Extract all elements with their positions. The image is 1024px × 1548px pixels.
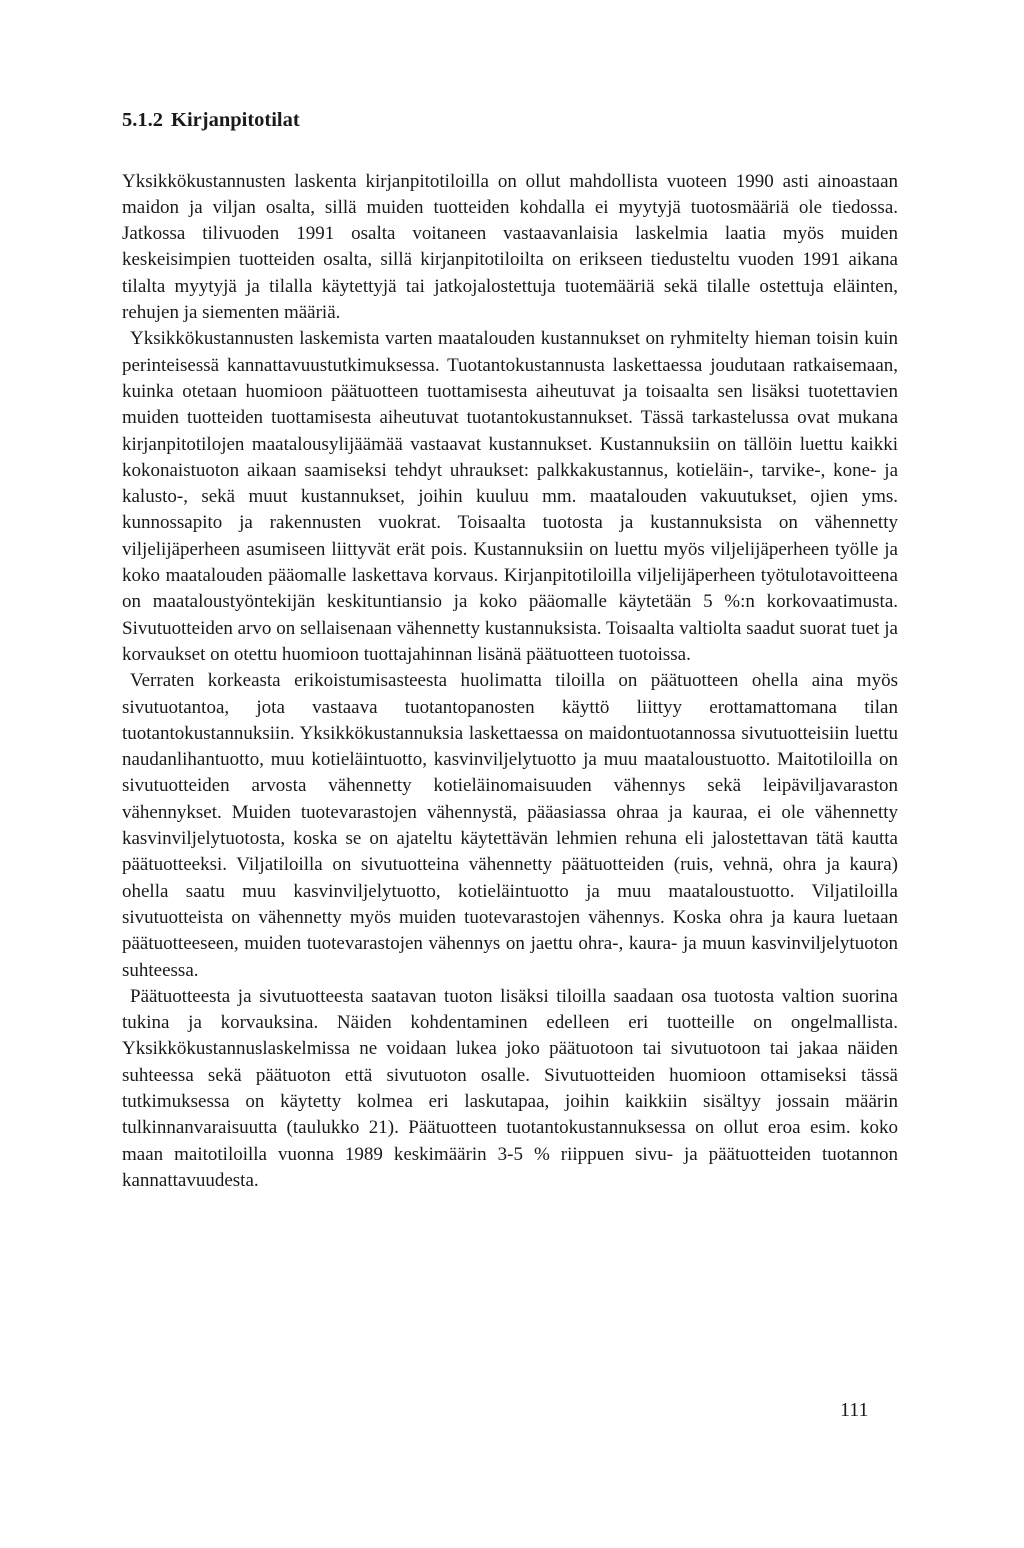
paragraph: Verraten korkeasta erikoistumisasteesta huolimatta tiloilla on päätuotteen ohella aina myös sivutuotantoa, jota vastaava tuotantopanosten käyttö liittyy erottamattomana tilan tuotantokustannuksiin. Yksikkökustannuksia laskettaessa on maidontuotannossa sivutuotteisiin luettu naudanlihantuotto, muu kotieläintuotto, kasvinviljelytuotto ja muu maataloustuotto. Maitotiloilla on sivutuotteiden arvosta vähennetty kotieläinomaisuuden vähennys sekä leipäviljavaraston vähennykset. Muiden tuotevarastojen vähennystä, pääasiassa ohraa ja kauraa, ei ole vähennetty kasvinviljelytuotosta, koska se on ajateltu käytettävän lehmien rehuna eli jalostettavan tätä kautta päätuotteeksi. Viljatiloilla on sivutuotteina vähennetty päätuotteiden (ruis, vehnä, ohra ja kaura) ohella saatu muu kasvinviljelytuotto, kotieläintuotto ja muu maataloustuotto. Viljatiloilla sivutuotteista on vähennetty myös muiden tuotevarastojen vähennys. Koska ohra ja kaura luetaan päätuotteeseen, muiden tuotevarastojen vähennys on jaettu ohra-, kaura- ja muun kasvinviljelytuoton suhteessa. bbox=[122, 670, 898, 981]
paragraph: Yksikkökustannusten laskenta kirjanpitotiloilla on ollut mahdollista vuoteen 1990 asti ainoastaan maidon ja viljan osalta, sillä muiden tuotteiden kohdalla ei myytyjä tuotosmääriä ole tiedossa. Jatkossa tilivuoden 1991 osalta voitaneen vastaavanlaisia laskelmia laatia myös muiden keskeisimpien tuotteiden osalta, sillä kirjanpitotiloilta on erikseen tiedusteltu vuoden 1991 aikana tilalta myytyjä ja tilalla käytettyjä tai jatkojalostettuja tuotemääriä sekä tilalle ostettuja eläinten, rehujen ja siementen määriä. bbox=[122, 170, 898, 324]
section-number: 5.1.2 bbox=[122, 109, 163, 131]
paragraph: Päätuotteesta ja sivutuotteesta saatavan tuoton lisäksi tiloilla saadaan osa tuotosta valtion suorina tukina ja korvauksina. Näiden kohdentaminen edelleen eri tuotteille on ongelmallista. Yksikkökustannuslaskelmissa ne voidaan lukea joko päätuotoon tai sivutuotoon tai jakaa näiden suhteessa sekä päätuoton että sivutuoton osalle. Sivutuotteiden huomioon ottamiseksi tässä tutkimuksessa on käytetty kolmea eri laskutapaa, joihin kaikkiin sisältyy jossain määrin tulkinnanvaraisuutta (taulukko 21). Päätuotteen tuotantokustannuksessa on ollut eroa esim. koko maan maitotiloilla vuonna 1989 keskimäärin 3-5 % riippuen sivu- ja päätuotteiden tuotannon kannattavuudesta. bbox=[122, 985, 898, 1191]
page-body bbox=[122, 108, 898, 1194]
section-heading bbox=[122, 108, 898, 133]
page-number: 111 bbox=[840, 1399, 869, 1421]
paragraph: Yksikkökustannusten laskemista varten maatalouden kustannukset on ryhmitelty hieman toisin kuin perinteisessä kannattavuustutkimuksessa. Tuotantokustannusta laskettaessa joudutaan ratkaisemaan, kuinka otetaan huomioon päätuotteen tuottamisesta aiheutuvat ja toisaalta sen lisäksi tuotettavien muiden tuotteiden tuottamisesta aiheutuvat tuotantokustannukset. Tässä tarkastelussa ovat mukana kirjanpitotilojen maatalousylijäämää vastaavat kustannukset. Kustannuksiin on tällöin luettu kaikki kokonaistuoton aikaan saamiseksi tehdyt uhraukset: palkkakustannus, kotieläin-, tarvike-, kone- ja kalusto-, sekä muut kustannukset, joihin kuuluu mm. maatalouden vakuutukset, ojien yms. kunnossapito ja rakennusten vuokrat. Toisaalta tuotosta ja kustannuksista on vähennetty viljelijäperheen asumiseen liittyvät erät pois. Kustannuksiin on luettu myös viljelijäperheen työlle ja koko maatalouden pääomalle laskettava korvaus. Kirjanpitotiloilla viljelijäperheen työtulotavoitteena on maataloustyöntekijän keskituntiansio ja koko pääomalle käytetään 5 %:n korkovaatimusta. Sivutuotteiden arvo on sellaisenaan vähennetty kustannuksista. Toisaalta valtiolta saadut suorat tuet ja korvaukset on otettu huomioon tuottajahinnan lisänä päätuotteen tuotoissa. bbox=[122, 328, 898, 665]
section-title: Kirjanpitotilat bbox=[171, 109, 300, 131]
